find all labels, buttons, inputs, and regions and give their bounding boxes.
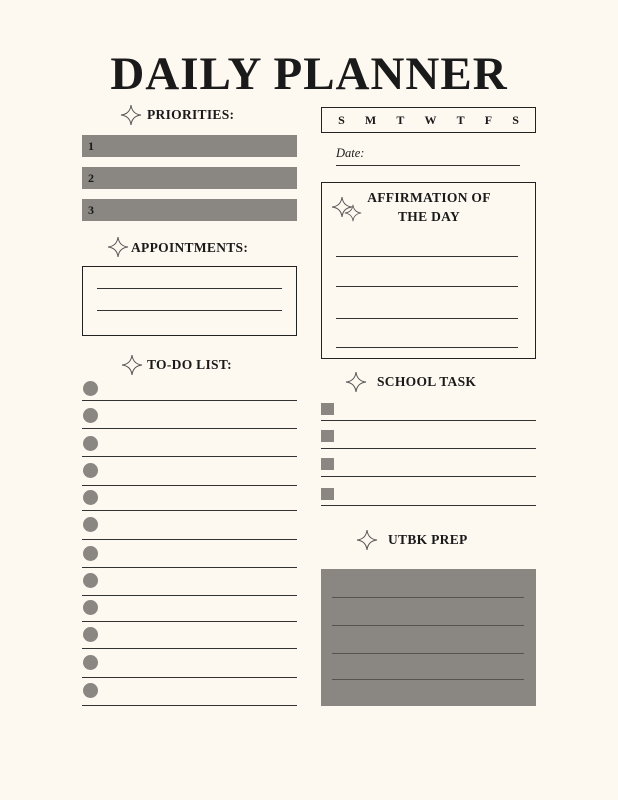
todo-line[interactable] (82, 621, 297, 622)
todo-line[interactable] (82, 539, 297, 540)
task-checkbox[interactable] (321, 458, 334, 470)
sparkle-icon (107, 236, 129, 258)
weekday-selector[interactable] (321, 107, 536, 133)
utbk-heading: UTBK PREP (388, 532, 468, 547)
priority-number: 2 (88, 171, 94, 185)
todo-line[interactable] (82, 705, 297, 706)
page-title: DAILY PLANNER (110, 48, 508, 100)
todo-bullet[interactable] (83, 381, 98, 396)
todo-line[interactable] (82, 677, 297, 678)
date-label: Date: (336, 146, 365, 160)
utbk-notes-box[interactable] (321, 569, 536, 706)
priority-item-1[interactable] (82, 135, 297, 157)
todo-line[interactable] (82, 400, 297, 401)
affirmation-line[interactable] (336, 318, 518, 319)
todo-bullet[interactable] (83, 600, 98, 615)
sparkle-icon (345, 371, 367, 393)
appointment-line[interactable] (97, 288, 282, 289)
todo-bullet[interactable] (83, 546, 98, 561)
sparkle-icon (120, 104, 142, 126)
sparkle-icon (121, 354, 143, 376)
todo-bullet[interactable] (83, 436, 98, 451)
priority-item-2[interactable] (82, 167, 297, 189)
affirmation-line[interactable] (336, 256, 518, 257)
task-line[interactable] (321, 505, 536, 506)
todo-line[interactable] (82, 456, 297, 457)
priority-number: 1 (88, 139, 94, 153)
utbk-line[interactable] (332, 625, 524, 626)
todo-bullet[interactable] (83, 627, 98, 642)
utbk-line[interactable] (332, 653, 524, 654)
task-checkbox[interactable] (321, 488, 334, 500)
day-saturday[interactable]: S (512, 112, 519, 127)
day-sunday[interactable]: S (338, 112, 345, 127)
task-checkbox[interactable] (321, 403, 334, 415)
utbk-line[interactable] (332, 679, 524, 680)
day-thursday[interactable]: T (456, 112, 465, 127)
priority-number: 3 (88, 203, 94, 217)
todo-heading: TO-DO LIST: (147, 357, 232, 372)
task-line[interactable] (321, 476, 536, 477)
todo-bullet[interactable] (83, 490, 98, 505)
day-wednesday[interactable]: W (424, 112, 437, 127)
school-task-heading: SCHOOL TASK (377, 374, 477, 389)
task-line[interactable] (321, 448, 536, 449)
sparkle-icon (356, 529, 378, 551)
appointments-box (82, 266, 297, 336)
affirmation-heading-line1: AFFIRMATION OF (367, 190, 491, 205)
todo-line[interactable] (82, 648, 297, 649)
day-tuesday[interactable]: T (396, 112, 405, 127)
affirmation-heading (356, 188, 502, 226)
todo-line[interactable] (82, 428, 297, 429)
utbk-line[interactable] (332, 597, 524, 598)
todo-bullet[interactable] (83, 408, 98, 423)
appointment-line[interactable] (97, 310, 282, 311)
task-checkbox[interactable] (321, 430, 334, 442)
todo-bullet[interactable] (83, 463, 98, 478)
todo-bullet[interactable] (83, 517, 98, 532)
todo-bullet[interactable] (83, 655, 98, 670)
task-line[interactable] (321, 420, 536, 421)
date-field[interactable] (336, 165, 520, 166)
todo-line[interactable] (82, 510, 297, 511)
appointments-heading: APPOINTMENTS: (131, 240, 249, 255)
todo-line[interactable] (82, 567, 297, 568)
affirmation-line[interactable] (336, 286, 518, 287)
todo-bullet[interactable] (83, 573, 98, 588)
priority-item-3[interactable] (82, 199, 297, 221)
todo-line[interactable] (82, 595, 297, 596)
day-friday[interactable]: F (484, 112, 493, 127)
todo-line[interactable] (82, 485, 297, 486)
affirmation-heading-line2: THE DAY (398, 209, 460, 224)
todo-bullet[interactable] (83, 683, 98, 698)
day-monday[interactable]: M (364, 112, 377, 127)
priorities-heading: PRIORITIES: (147, 107, 235, 122)
affirmation-line[interactable] (336, 347, 518, 348)
